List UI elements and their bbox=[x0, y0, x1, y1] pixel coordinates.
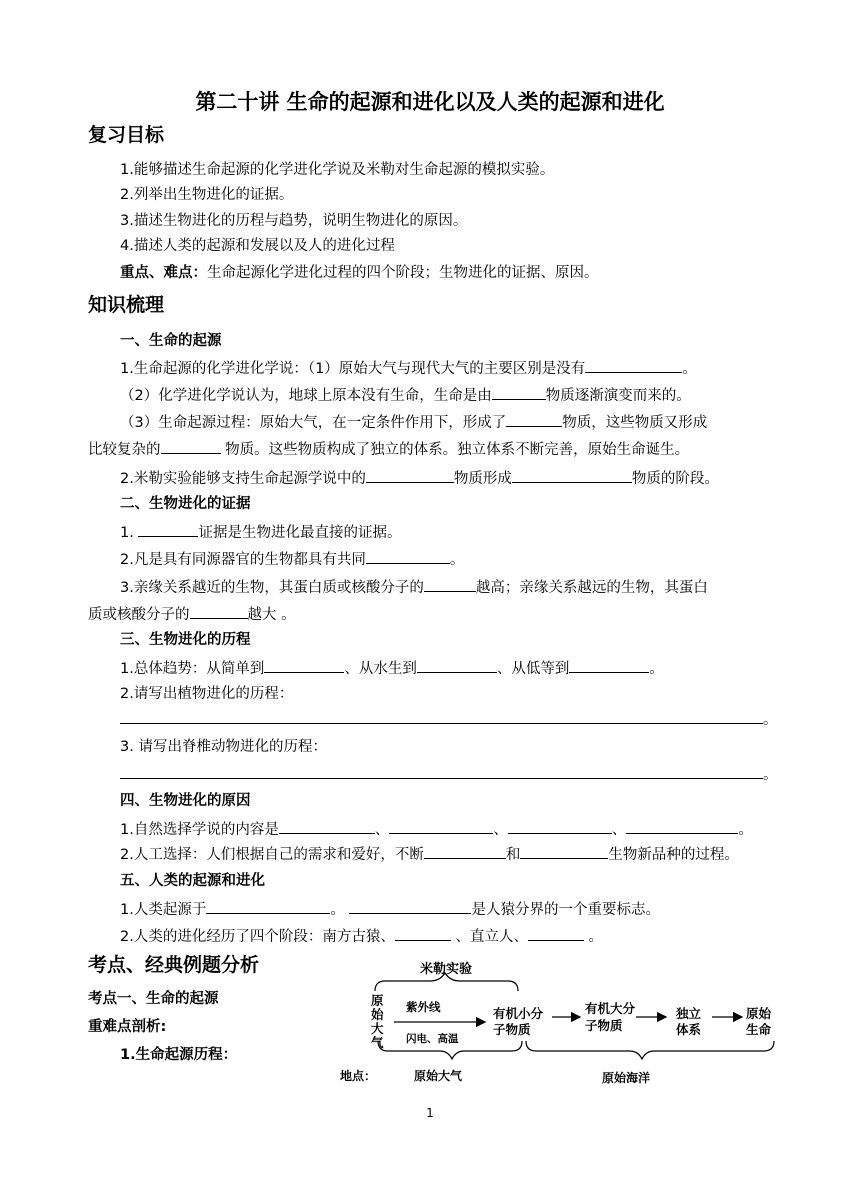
origin-line-4-end: 物质。这些物质构成了独立的体系。独立体系不断完善，原始生命诞生。 bbox=[220, 442, 690, 458]
separator: 、 bbox=[374, 822, 390, 838]
human-line-2-end: 。 bbox=[583, 929, 604, 945]
large-molecules-line2: 子物质 bbox=[585, 1018, 623, 1033]
history-line-1-end: 。 bbox=[649, 661, 664, 677]
evidence-line-2-end: 。 bbox=[449, 552, 465, 568]
history-line-1-mid1: 、从水生到 bbox=[344, 661, 417, 677]
uv-label: 紫外线 bbox=[406, 1000, 441, 1014]
evidence-line-2-text: 2.凡是具有同源器官的生物都具有共同 bbox=[120, 552, 366, 568]
evidence-line-1 bbox=[120, 521, 401, 543]
origin-diagram bbox=[330, 955, 790, 1095]
cause-line-1-end: 。 bbox=[738, 822, 753, 838]
separator: 、 bbox=[611, 822, 627, 838]
evidence-line-3-text: 3.亲缘关系越近的生物，其蛋白质或核酸分子的 bbox=[120, 580, 424, 596]
blank-field[interactable] bbox=[206, 898, 330, 914]
blank-field[interactable] bbox=[366, 467, 454, 483]
blank-field[interactable] bbox=[349, 898, 471, 914]
evidence-line-2 bbox=[120, 548, 464, 570]
page-title: 第二十讲 生命的起源和进化以及人类的起源和进化 bbox=[195, 90, 665, 114]
blank-field[interactable] bbox=[424, 843, 506, 859]
origin-line-3 bbox=[120, 411, 707, 433]
evidence-line-3 bbox=[120, 576, 708, 598]
primitive-atm-char-4: 气 bbox=[371, 1035, 384, 1050]
blank-field[interactable] bbox=[492, 384, 546, 400]
independent-line2: 体系 bbox=[676, 1022, 702, 1037]
section-human-heading: 五、人类的起源和进化 bbox=[120, 873, 265, 889]
origin-line-5-mid: 物质形成 bbox=[453, 471, 512, 487]
origin-line-2 bbox=[120, 384, 691, 406]
origin-line-1 bbox=[120, 357, 697, 379]
difficult-heading: 重难点剖析: bbox=[88, 1019, 167, 1035]
miller-label: 米勒实验 bbox=[420, 962, 473, 977]
large-molecules-line1: 有机大分 bbox=[585, 1001, 636, 1016]
blank-field[interactable] bbox=[264, 657, 344, 673]
origin-line-5-end: 物质的阶段。 bbox=[631, 471, 719, 487]
blank-field[interactable] bbox=[512, 467, 632, 483]
separator: 、 bbox=[493, 822, 508, 838]
origin-line-2-text: （2）化学进化学说认为，地球上原本没有生命，生命是由 bbox=[120, 388, 492, 404]
human-line-1 bbox=[120, 898, 660, 920]
section-cause-heading: 四、生物进化的原因 bbox=[120, 793, 251, 809]
blank-field[interactable] bbox=[279, 818, 375, 834]
human-line-1-end: 是人猿分界的一个重要标志。 bbox=[471, 902, 660, 918]
human-line-1-mid: 。 bbox=[330, 902, 350, 918]
human-line-1-text: 1.人类起源于 bbox=[120, 902, 207, 918]
origin-line-3-text: （3）生命起源过程：原始大气，在一定条件作用下，形成了 bbox=[120, 415, 507, 431]
blank-field[interactable] bbox=[626, 818, 738, 834]
life-line2: 生命 bbox=[746, 1022, 772, 1037]
independent-line1: 独立 bbox=[676, 1006, 702, 1021]
lightning-label: 闪电、高温 bbox=[406, 1033, 459, 1045]
blank-field[interactable] bbox=[190, 603, 248, 619]
life-line1: 原始 bbox=[746, 1006, 772, 1021]
key-points-label: 重点、难点： bbox=[120, 265, 207, 281]
history-line-1 bbox=[120, 657, 664, 679]
blank-field[interactable] bbox=[138, 521, 198, 537]
miller-brace bbox=[375, 973, 518, 991]
knowledge-heading: 知识梳理 bbox=[88, 294, 165, 316]
key-points-text: 生命起源化学进化过程的四个阶段；生物进化的证据、原因。 bbox=[207, 265, 599, 281]
place-ocean: 原始海洋 bbox=[602, 1071, 651, 1085]
blank-field[interactable] bbox=[424, 576, 476, 592]
cause-line-2-end: 生物新品种的过程。 bbox=[608, 847, 739, 863]
origin-line-3-end: 物质，这些物质又形成 bbox=[562, 415, 708, 431]
blank-field[interactable] bbox=[520, 843, 608, 859]
place-label: 地点： bbox=[340, 1069, 377, 1083]
goal-item-1: 1.能够描述生命起源的化学进化学说及米勒对生命起源的模拟实验。 bbox=[120, 162, 555, 178]
human-line-2-mid: 、直立人、 bbox=[450, 929, 528, 945]
cause-line-1-text: 1.自然选择学说的内容是 bbox=[120, 822, 279, 838]
key-points bbox=[120, 263, 599, 283]
evidence-line-1-text: 证据是生物进化最直接的证据。 bbox=[198, 525, 402, 541]
page-number: 1 bbox=[426, 1106, 434, 1120]
origin-line-2-end: 物质逐渐演变而来的。 bbox=[545, 388, 691, 404]
human-line-2-text: 2.人类的进化经历了四个阶段：南方古猿、 bbox=[120, 929, 395, 945]
goal-item-4: 4.描述人类的起源和发展以及人的进化过程 bbox=[120, 238, 395, 254]
process-heading: 1.生命起源历程： bbox=[120, 1047, 238, 1063]
goal-item-2: 2.列举出生物进化的证据。 bbox=[120, 187, 294, 203]
blank-field[interactable] bbox=[389, 818, 493, 834]
blank-field[interactable] bbox=[366, 548, 450, 564]
evidence-line-4 bbox=[88, 603, 296, 625]
origin-line-5 bbox=[120, 467, 719, 489]
human-line-2 bbox=[120, 925, 603, 947]
cause-line-2-text: 2.人工选择：人们根据自己的需求和爱好，不断 bbox=[120, 847, 424, 863]
blank-field[interactable] bbox=[506, 411, 562, 427]
blank-field[interactable] bbox=[585, 357, 682, 373]
cause-line-2 bbox=[120, 843, 739, 865]
blank-field[interactable] bbox=[417, 657, 497, 673]
small-molecules-line1: 有机小分 bbox=[493, 1006, 544, 1021]
cause-line-2-mid: 和 bbox=[505, 847, 521, 863]
section-origin-heading: 一、生命的起源 bbox=[120, 333, 222, 349]
origin-line-4 bbox=[88, 438, 689, 460]
answer-line-plants[interactable] bbox=[120, 722, 763, 724]
origin-line-4-text: 比较复杂的 bbox=[88, 442, 161, 458]
section-evidence-heading: 二、生物进化的证据 bbox=[120, 496, 251, 512]
analysis-heading: 考点、经典例题分析 bbox=[88, 954, 260, 976]
primitive-atm-char-3: 大 bbox=[371, 1021, 384, 1036]
blank-field[interactable] bbox=[569, 657, 649, 673]
small-molecules-line2: 子物质 bbox=[493, 1022, 531, 1037]
history-line-3: 3. 请写出脊椎动物进化的历程： bbox=[120, 739, 327, 755]
evidence-line-3-end: 越高；亲缘关系越远的生物，其蛋白 bbox=[475, 580, 708, 596]
blank-field[interactable] bbox=[395, 925, 451, 941]
point-1-heading: 考点一、生命的起源 bbox=[88, 991, 219, 1007]
evidence-line-1-num: 1. bbox=[120, 525, 139, 541]
blank-field[interactable] bbox=[508, 818, 612, 834]
evidence-line-4-end: 越大 。 bbox=[247, 607, 296, 623]
goal-item-3: 3.描述生物进化的历程与趋势，说明生物进化的原因。 bbox=[120, 213, 468, 229]
evidence-line-4-text: 质或核酸分子的 bbox=[88, 607, 190, 623]
place-atmosphere: 原始大气 bbox=[414, 1069, 463, 1083]
answer-line-plants-end: 。 bbox=[763, 712, 778, 728]
cause-line-1 bbox=[120, 818, 753, 840]
history-line-1-text: 1.总体趋势：从简单到 bbox=[120, 661, 265, 677]
section-history-heading: 三、生物进化的历程 bbox=[120, 632, 251, 648]
history-line-1-mid2: 、从低等到 bbox=[496, 661, 570, 677]
answer-line-vertebrates[interactable] bbox=[120, 777, 763, 779]
blank-field[interactable] bbox=[528, 925, 584, 941]
answer-line-vertebrates-end: 。 bbox=[763, 767, 778, 783]
history-line-2: 2.请写出植物进化的历程： bbox=[120, 686, 294, 702]
primitive-atm-char-2: 始 bbox=[371, 1007, 384, 1022]
origin-line-5-text: 2.米勒实验能够支持生命起源学说中的 bbox=[120, 471, 366, 487]
ocean-brace bbox=[526, 1041, 774, 1059]
blank-field[interactable] bbox=[161, 438, 221, 454]
origin-line-1-end: 。 bbox=[682, 361, 697, 377]
primitive-atm-char-1: 原 bbox=[371, 993, 384, 1008]
review-goals-heading: 复习目标 bbox=[88, 124, 165, 146]
origin-line-1-text: 1.生命起源的化学进化学说：（1）原始大气与现代大气的主要区别是没有 bbox=[120, 361, 586, 377]
